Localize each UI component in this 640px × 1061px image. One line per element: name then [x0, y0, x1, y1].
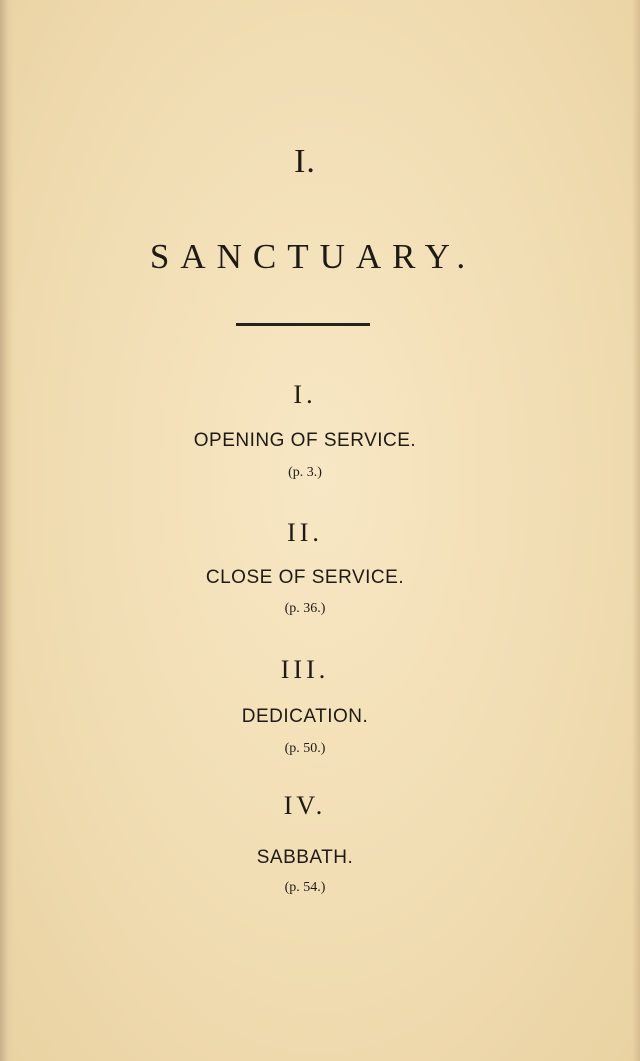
- part-title: SANCTUARY.: [149, 237, 477, 276]
- section-page-ref: (p. 50.): [284, 741, 326, 756]
- section-numeral: IV.: [283, 791, 327, 820]
- section-numeral: I.: [293, 380, 317, 409]
- section-title: OPENING OF SERVICE.: [193, 430, 417, 451]
- section-numeral: II.: [287, 518, 323, 547]
- section-page-ref: (p. 3.): [288, 465, 322, 480]
- part-numeral: I.: [294, 143, 316, 180]
- section-page-ref: (p. 36.): [284, 601, 326, 616]
- section-title: CLOSE OF SERVICE.: [205, 567, 405, 588]
- section-title: DEDICATION.: [241, 706, 369, 727]
- divider-rule: [236, 323, 370, 326]
- page-edge-right: [632, 0, 640, 1061]
- section-title: SABBATH.: [256, 847, 354, 868]
- section-numeral: III.: [280, 655, 330, 684]
- section-page-ref: (p. 54.): [284, 880, 326, 895]
